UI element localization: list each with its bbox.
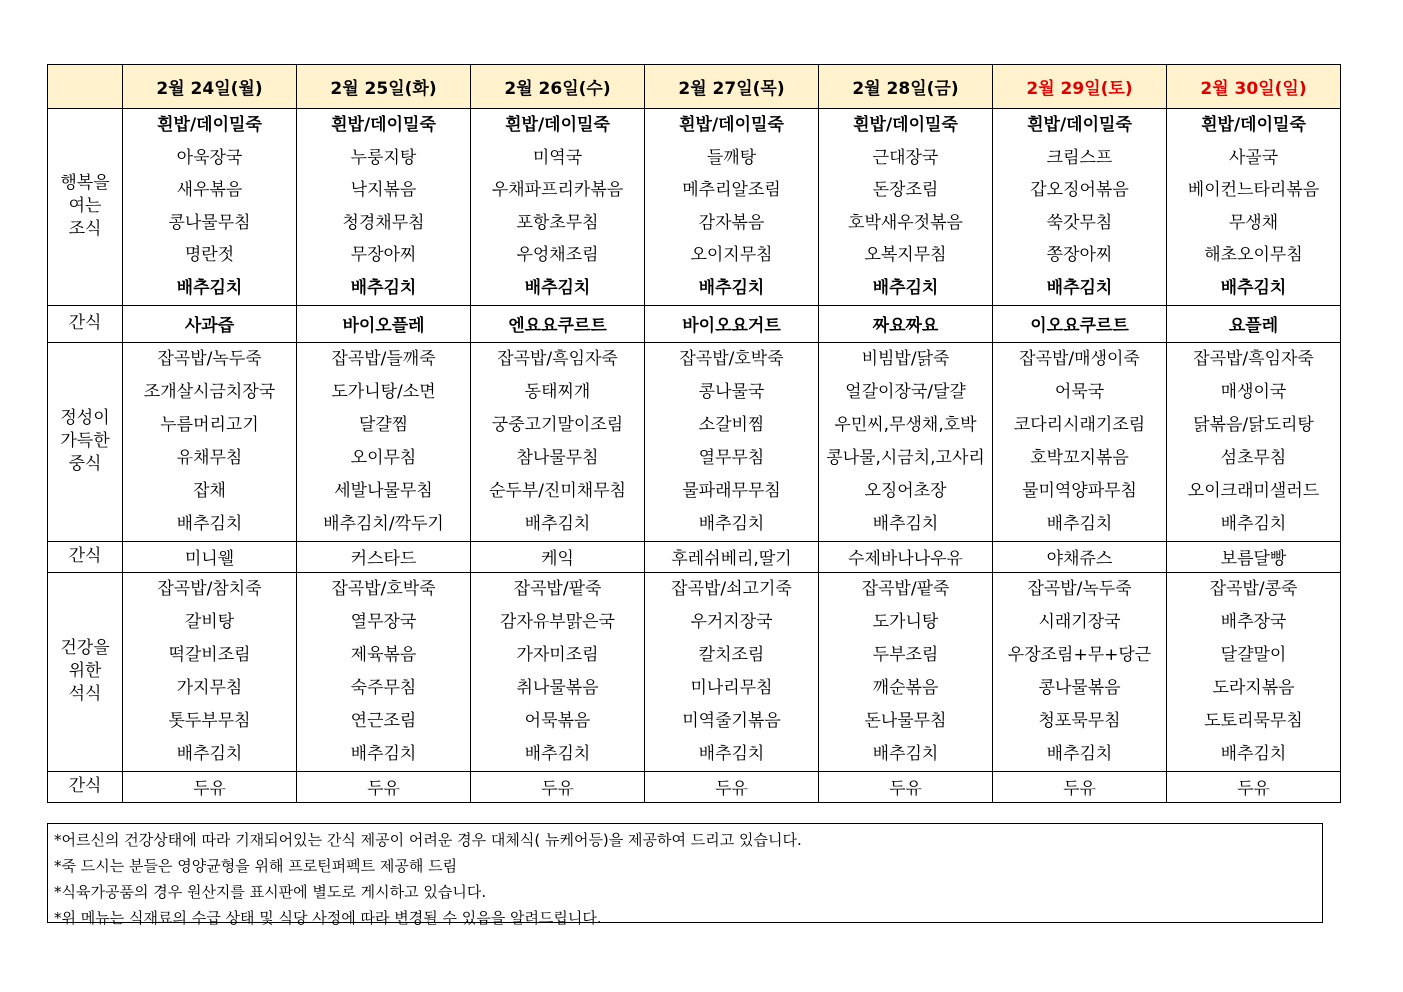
menu-item: 오복지무침 [864,245,947,266]
lunch-row [48,342,1341,541]
menu-item: 배추김치 [1220,277,1287,298]
snack-cell: 두유 [993,771,1167,802]
menu-item: 도가니탕 [872,611,939,632]
breakfast-cell [993,109,1166,305]
menu-item: 우민씨,무생채,호박 [834,414,977,435]
menu-item: 배추김치 [698,513,765,534]
menu-item: 잡곡밥/녹두죽 [1027,578,1132,599]
menu-item: 배추김치 [350,277,417,298]
menu-item: 오이크래미샐러드 [1187,480,1320,501]
lunch-cell [993,343,1166,541]
weekly-menu-table [47,64,1341,803]
menu-item: 어묵국 [1054,381,1105,402]
menu-item: 취나물볶음 [516,677,599,698]
menu-item: 두부조림 [872,644,939,665]
menu-item: 참나물무침 [516,447,599,468]
snack-cell: 수제바나나우유 [819,541,993,572]
note-line: *죽 드시는 분들은 영양균형을 위해 프로틴퍼펙트 제공해 드림 [54,857,458,875]
menu-item: 배추김치 [872,743,939,764]
menu-item: 숙주무침 [350,677,417,698]
menu-item: 배추김치 [1220,743,1287,764]
menu-item: 잡곡밥/들깨죽 [331,348,436,369]
menu-item: 잡채 [193,480,226,501]
menu-item: 갑오징어볶음 [1030,180,1129,201]
menu-item: 우채파프리카볶음 [491,180,624,201]
meal-label-snack: 간식 [48,771,123,802]
menu-item: 근대장국 [872,147,939,168]
snack-cell: 사과즙 [123,305,297,342]
meal-label-lunch [48,342,123,541]
menu-item: 감자유부맑은국 [500,611,615,632]
menu-item: 얼갈이장국/달걀 [845,381,966,402]
menu-item: 우엉채조림 [516,245,599,266]
menu-item: 배추김치 [350,743,417,764]
menu-item: 잡곡밥/참치죽 [157,578,262,599]
menu-item: 돈장조림 [872,180,939,201]
day-header: 2월 25일(화) [297,65,471,109]
menu-item: 배추김치 [1046,513,1113,534]
notes-box [47,823,1323,927]
menu-item: 미역줄기볶음 [682,710,781,731]
breakfast-cell [1167,109,1340,305]
snack-cell: 야채쥬스 [993,541,1167,572]
snack-cell: 엔요요쿠르트 [471,305,645,342]
snack-cell: 두유 [1167,771,1341,802]
breakfast-cell [471,109,644,305]
header-row [48,65,1341,109]
menu-item: 가지무침 [176,677,243,698]
menu-item: 잡곡밥/콩죽 [1209,578,1298,599]
menu-item: 물파래무무침 [682,480,781,501]
menu-item: 배추김치 [1046,743,1113,764]
menu-item: 세발나물무침 [334,480,433,501]
snack-cell: 커스타드 [297,541,471,572]
menu-item: 떡갈비조림 [168,644,251,665]
menu-item: 물미역양파무침 [1022,480,1137,501]
menu-item: 흰밥/데이밀죽 [157,115,262,135]
menu-item: 연근조림 [350,710,417,731]
menu-item: 청경채무침 [342,212,425,233]
menu-item: 갈비탕 [184,611,235,632]
menu-item: 배추김치 [524,743,591,764]
menu-item: 매생이국 [1220,381,1287,402]
menu-item: 깨순볶음 [872,677,939,698]
breakfast-row [48,109,1341,306]
menu-item: 조개살시금치장국 [143,381,276,402]
menu-item: 베이컨느타리볶음 [1187,180,1320,201]
snack-row-evening [48,771,1341,802]
meal-label-text: 정성이 가득한 중식 [60,408,110,475]
snack-cell: 보름달빵 [1167,541,1341,572]
menu-item: 호박꼬지볶음 [1030,447,1129,468]
snack-cell: 두유 [645,771,819,802]
dinner-cell [123,573,296,771]
menu-item: 흰밥/데이밀죽 [1027,115,1132,135]
menu-item: 크림스프 [1046,147,1113,168]
snack-cell: 케익 [471,541,645,572]
lunch-cell [297,343,470,541]
day-header-sunday: 2월 30일(일) [1167,65,1341,109]
menu-item: 누름머리고기 [160,414,259,435]
menu-item: 아욱장국 [176,147,243,168]
menu-item: 들깨탕 [706,147,757,168]
menu-item: 메추리알조림 [682,180,781,201]
menu-item: 달걀말이 [1220,644,1287,665]
menu-item: 배추김치 [176,513,243,534]
menu-item: 잡곡밥/흑임자죽 [1193,348,1314,369]
menu-item: 돈나물무침 [864,710,947,731]
dinner-cell [819,573,992,771]
menu-item: 우거지장국 [690,611,773,632]
menu-item: 궁중고기말이조림 [491,414,624,435]
menu-item: 배추김치 [1220,513,1287,534]
menu-item: 열무장국 [350,611,417,632]
menu-item: 동태찌개 [524,381,591,402]
menu-item: 청포묵무침 [1038,710,1121,731]
snack-cell: 바이오요거트 [645,305,819,342]
menu-item: 잡곡밥/호박죽 [679,348,784,369]
menu-item: 무장아찌 [350,245,417,266]
menu-item: 배추김치 [176,743,243,764]
menu-item: 미역국 [532,147,583,168]
menu-item: 제육볶음 [350,644,417,665]
menu-item: 감자볶음 [698,212,765,233]
menu-item: 닭볶음/닭도리탕 [1193,414,1314,435]
menu-item: 새우볶음 [176,180,243,201]
menu-item: 우장조림+무+당근 [1007,644,1152,665]
lunch-cell [1167,343,1340,541]
menu-item: 누룽지탕 [350,147,417,168]
snack-row-afternoon [48,541,1341,572]
note-line: *식육가공품의 경우 원산지를 표시판에 별도로 게시하고 있습니다. [54,883,487,901]
note-line: *위 메뉴는 식재료의 수급 상태 및 식당 사정에 따라 변경될 수 있음을 알려드립니다. [54,909,602,927]
menu-item: 배추김치 [524,277,591,298]
meal-label-snack: 간식 [48,541,123,572]
day-header: 2월 27일(목) [645,65,819,109]
meal-label-breakfast [48,109,123,306]
menu-item: 도가니탕/소면 [331,381,436,402]
meal-label-text: 행복을 여는 조식 [60,173,110,240]
menu-item: 배추김치 [1046,277,1113,298]
menu-item: 잡곡밥/녹두죽 [157,348,262,369]
menu-item: 잡곡밥/쇠고기죽 [671,578,792,599]
menu-item: 열무무침 [698,447,765,468]
meal-label-snack: 간식 [48,305,123,342]
breakfast-cell [819,109,992,305]
header-corner [48,65,123,109]
day-header: 2월 24일(월) [123,65,297,109]
breakfast-cell [123,109,296,305]
dinner-cell [297,573,470,771]
breakfast-cell [297,109,470,305]
menu-item: 도라지볶음 [1212,677,1295,698]
snack-cell: 두유 [123,771,297,802]
meal-label-dinner [48,572,123,771]
menu-item: 오이지무침 [690,245,773,266]
snack-cell: 이오요쿠르트 [993,305,1167,342]
menu-item: 콩나물볶음 [1038,677,1121,698]
lunch-cell [123,343,296,541]
snack-cell: 두유 [819,771,993,802]
snack-cell: 바이오플레 [297,305,471,342]
lunch-cell [645,343,818,541]
menu-item: 도토리묵무침 [1204,710,1303,731]
day-header: 2월 26일(수) [471,65,645,109]
menu-item: 명란젓 [184,245,235,266]
dinner-cell [471,573,644,771]
snack-cell: 두유 [471,771,645,802]
menu-item: 해초오이무침 [1204,245,1303,266]
snack-cell: 요플레 [1167,305,1341,342]
menu-item: 시래기장국 [1038,611,1121,632]
menu-item: 섬초무침 [1220,447,1287,468]
menu-item: 가자미조림 [516,644,599,665]
menu-item: 코다리시래기조림 [1013,414,1146,435]
snack-cell: 미니웰 [123,541,297,572]
menu-item: 무생채 [1228,212,1279,233]
menu-item: 쑥갓무침 [1046,212,1113,233]
menu-item: 호박새우젓볶음 [848,212,963,233]
menu-item: 흰밥/데이밀죽 [1201,115,1306,135]
dinner-cell [993,573,1166,771]
menu-item: 흰밥/데이밀죽 [505,115,610,135]
menu-item: 칼치조림 [698,644,765,665]
menu-item: 달걀찜 [358,414,409,435]
lunch-cell [471,343,644,541]
menu-item: 콩나물무침 [168,212,251,233]
menu-item: 흰밥/데이밀죽 [679,115,784,135]
menu-item: 배추김치 [176,277,243,298]
menu-item: 포항초무침 [516,212,599,233]
menu-item: 오이무침 [350,447,417,468]
menu-item: 톳두부무침 [168,710,251,731]
lunch-cell [819,343,992,541]
menu-item: 잡곡밥/호박죽 [331,578,436,599]
snack-cell: 후레쉬베리,딸기 [645,541,819,572]
menu-item: 쫑장아찌 [1046,245,1113,266]
dinner-row [48,572,1341,771]
menu-item: 순두부/진미채무침 [488,480,627,501]
menu-item: 오징어초장 [864,480,947,501]
menu-item: 배추김치/깍두기 [323,513,444,534]
menu-item: 배추김치 [698,277,765,298]
menu-item: 콩나물,시금치,고사리 [826,447,985,468]
menu-item: 콩나물국 [698,381,765,402]
menu-item: 배추김치 [872,513,939,534]
breakfast-cell [645,109,818,305]
menu-item: 비빔밥/닭죽 [861,348,950,369]
menu-item: 잡곡밥/팥죽 [513,578,602,599]
dinner-cell [1167,573,1340,771]
menu-item: 소갈비찜 [698,414,765,435]
meal-label-text: 건강을 위한 석식 [60,638,110,705]
menu-item: 흰밥/데이밀죽 [853,115,958,135]
menu-item: 사골국 [1228,147,1279,168]
menu-item: 낙지볶음 [350,180,417,201]
menu-item: 잡곡밥/팥죽 [861,578,950,599]
day-header: 2월 28일(금) [819,65,993,109]
menu-item: 어묵볶음 [524,710,591,731]
menu-item: 잡곡밥/매생이죽 [1019,348,1140,369]
menu-item: 배추김치 [698,743,765,764]
snack-cell: 두유 [297,771,471,802]
menu-item: 흰밥/데이밀죽 [331,115,436,135]
snack-cell: 짜요짜요 [819,305,993,342]
menu-item: 잡곡밥/흑임자죽 [497,348,618,369]
menu-item: 배추장국 [1220,611,1287,632]
dinner-cell [645,573,818,771]
menu-item: 유채무침 [176,447,243,468]
day-header-saturday: 2월 29일(토) [993,65,1167,109]
note-line: *어르신의 건강상태에 따라 기재되어있는 간식 제공이 어려운 경우 대체식( 뉴케어등)을 제공하여 드리고 있습니다. [54,831,802,849]
menu-item: 배추김치 [524,513,591,534]
menu-item: 배추김치 [872,277,939,298]
menu-item: 미나리무침 [690,677,773,698]
snack-row-morning [48,305,1341,342]
